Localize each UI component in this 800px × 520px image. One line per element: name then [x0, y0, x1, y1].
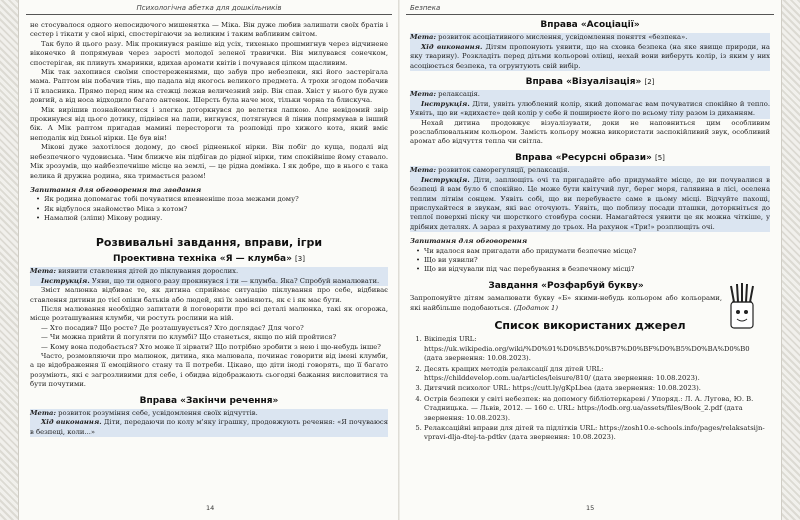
questions-title: Запитання для обговорення: [410, 237, 528, 246]
task-text: Запропонуйте дітям замалювати букву «Б» якими-небудь кольором або кольорами, які найбільше подобаються. (Додаток 1): [410, 294, 722, 312]
story-paragraph: Мік так захопився своїми спостереженнями, що забув про небезпеки, які його застерігала мама. Раптом він побачив тінь, що падала від якогось великого предмета. А трохи згодом побачив і її власника. Прямо перед ним на стежці лежав величезний звір. Він спав. Хвіст у нього був дуже довгий, а від носа відходило багато антенок. Шерсть була наче мох, тільки чорна та блискуча.: [30, 68, 388, 105]
right-running-header: Безпека: [406, 0, 774, 15]
questions-list: [410, 247, 770, 275]
source-item: 4. Острів безпеки у світі небезпек: на допомогу бібліотеркареві / Упоряд.: Л. А. Лугова, Ю. В. Стадницька. — Львів, 2012. — 160 с. URL: https://lodb.org.ua/assets/files/Book_2.pdf (дата звернення: 10.08.2023).: [424, 395, 770, 423]
exercise-goal: Мета: розвиток розуміння себе, усвідомлення своїх відчуттів.: [30, 409, 388, 418]
exercise-title: Проективна техніка «Я — клумба» [3]: [113, 253, 305, 264]
question-item: • Чи вдалося вам пригадати або придумати безпечне місце?: [424, 247, 770, 256]
question-item: • Що ви відчували під час перебування в безпечному місці?: [424, 265, 770, 274]
story-paragraph: Мікові дуже захотілося додому, до своєї рідненької нірки. Він побіг до куща, подалі від небезпечного чудовиська. Чим ближче він підбігав до рідної нірки, тим спокійніше йому ставало. Мік зрозумів, що найбезпечніше місце на землі, — це рідна домівка. І як добре, що в нього є така велика й дружна родина, яка тримається разом!: [30, 143, 388, 180]
exercise-body: Нехай дитина продовжує візуалізувати, доки не наповниться цим особливим розслаблювальним кольором. Замість кольору можна використати заспокійливий звук, особливий аромат або відчуття тепла чи світла.: [410, 118, 770, 146]
source-item: 2. Десять кращих методів релаксації для дітей URL: https://childdevelop.com.ua/articles/leisure/810/ (дата звернення: 10.08.2023).: [424, 365, 770, 384]
page-gutter: [398, 0, 400, 520]
source-item: 3. Дитячий психолог URL: https://cutt.ly/gKpLbea (дата звернення: 10.08.2023).: [424, 384, 770, 393]
exercise-instruction: Інструкція. Діти, заплющіть очі та пригадайте або придумайте місце, де ви почувалися в безпеці й вам було б спокійно. Це може бути квітучий луг, берег моря, галявина в лісі, оселена теплим літнім сонцем. Уявіть собі, що ви перебуваєте саме в цьому місці. Відчуйте пахощі, прислухайтеся в звукам, які вас оточують. Уявіть, що поблизу посади пташки, доторкніться до теплої поверхні піску чи шорсткого стовбура сосни. Намагайтеся уявити це як можна чіткіше, у дрібних деталях. А зараз я рахуватиму до трьох. На рахунок «Три!» розплющіть очі.: [410, 175, 770, 231]
question-item: • Що ви уявили?: [424, 256, 770, 265]
exercise-body: Часто, розмовляючи про малюнок, дитина, яка малювала, починає говорити від імені клумби, а це відображення її емоційного стану та її потреби. Цікаво, що діти іноді говорять, що її багато розуміють, які є загрозливими для себе, і обидва відображають сьогодні бажання висловитися та бути почутими.: [30, 352, 388, 389]
question-item: • Намалюй (зліпи) Мікову родину.: [44, 214, 388, 223]
exercise-instruction: Інструкція. Діти, уявіть улюблений колір, який допомагає вам почуватися спокійно й тепло. Уявіть, що ви «вдихаєте» цей колір у себе й поширюєте його по всьому тілу разом із диханням.: [410, 99, 770, 118]
left-ornament-border: [0, 0, 19, 520]
task-block: [410, 282, 770, 313]
source-item: 1. Вікіпедія URL: https://uk.wikipedia.org/wiki/%D0%91%D0%B5%D0%B7%D0%BF%D0%B5%D0%BA%D0%B0 (дата звернення: 10.08.2023).: [424, 335, 770, 363]
exercise-body: Зміст малюнка відбиває те, як дитина сприймає ситуацію піклування про себе, відбиває ставлення дитини до тієї опіки батьків або людей, які їх заміняють, як є і як має бути.: [30, 286, 388, 304]
exercise-instruction: Інструкція. Уяви, що ти одного разу прокинувся і ти — клумба. Яка? Спробуй намалювати.: [30, 277, 388, 286]
exercise-execution: Хід виконання. Дітям пропонують уявити, що на сховка безпека (на яке явище природи, на яку тварину). Розкладіть перед дітьми кольорові олівці, нехай вони виберуть колір, із яким у них асоціюється безпека, та огрунтують свій вибір.: [410, 42, 770, 70]
sources-title: Список використаних джерел: [494, 318, 686, 332]
exercise-body: Після малювання необхідно запитати й поговорити про всі деталі малюнка, такі як огорожа, місце розташування клумби, чи ростуть рослини на ній.: [30, 304, 388, 323]
right-page: [402, 0, 778, 520]
question-item: • Як родина допомагає тобі почуватися впевненіше поза межами дому?: [44, 195, 388, 204]
exercise-title: Вправа «Асоціації»: [540, 20, 640, 30]
exercise-dialog-line: — Кому вона подобається? Хто може її зірвати? Що потрібно зробити з нею і що-небудь інше?: [41, 342, 381, 351]
left-page-number: 14: [206, 504, 215, 512]
question-item: • Як відбулося знайомство Міка з котом?: [44, 205, 388, 214]
exercise-title: Вправа «Візуалізація» [2]: [525, 77, 655, 88]
story-paragraph: Так було й цього разу. Мік прокинувся раніше від усіх, тихенько прошмигнув через відчинене віконечко й попрямував через зарості молодої зеленої травички. Він милувався сонечком, спостерігав, як пливуть хмаринки, вдихав аромати квітів і почувався цілком щасливим.: [30, 39, 388, 67]
questions-list: [30, 195, 388, 223]
exercise-goal: Мета: виявити ставлення дітей до піклування дорослих.: [30, 267, 388, 276]
exercise-dialog-line: — Хто посадив? Що росте? Де розташувується? Хто доглядає? Для чого?: [41, 323, 304, 332]
questions-title: Запитання для обговорення та завдання: [30, 185, 202, 194]
paintbrush-cup-icon: [722, 282, 762, 330]
exercise-dialog-line: — Чи можна прийти й погуляти по клумбі? Що станеться, якщо по ній пройтися?: [41, 333, 337, 342]
left-page: [22, 0, 396, 520]
exercise-goal: Мета: розвиток асоціативного мислення, усвідомлення поняття «безпека».: [410, 33, 770, 42]
right-page-number: 15: [586, 504, 595, 512]
exercise-execution: Хід виконання. Діти, передаючи по колу м'яку іграшку, продовжують речення: «Я почуваюся в безпеці, коли...»: [30, 418, 388, 436]
source-item: 5. Релаксаційні вправи для дітей та підлітків URL: https://zosh10.e-schools.info/pages/relaksatsijn-vpravi-dlja-dtej-ta-pdtkv (дата звернення: 10.08.2023).: [424, 424, 770, 443]
story-paragraph: не стосувалося одного непосидючого мишенятка — Міка. Він дуже любив залишати своїх братів і сестер і тікати у свої ніркі, спостерігаючи за великим і таким вабливим світом.: [30, 21, 388, 39]
right-ornament-border: [781, 0, 800, 520]
task-title: Завдання «Розфарбуй букву»: [488, 280, 644, 291]
section-title: Розвивальні завдання, вправи, ігри: [95, 235, 323, 249]
exercise-title: Вправа «Закінчи речення»: [139, 395, 279, 406]
exercise-title: Вправа «Ресурсні образи» [5]: [515, 152, 665, 163]
story-paragraph: Мік вирішив познайомитися і злегка доторкнувся до велетня лапкою. Але невідомий звір прокинувся від цього дотику, підвівся на лапи, вигнувся, потягнувся й лінив попрямував в інший бік. А Мік раптом пригадав мамині перестороги та розповіді про хижого кота, який вміє неподалік від їхньої нірки. Це був він!: [30, 105, 388, 142]
exercise-goal: Мета: розвиток саморегуляції, релаксація.: [410, 166, 770, 175]
left-running-header: Психологічна абетка для дошкільників: [26, 0, 392, 15]
exercise-goal: Мета: релаксація.: [410, 90, 770, 99]
sources-list: [410, 335, 770, 442]
